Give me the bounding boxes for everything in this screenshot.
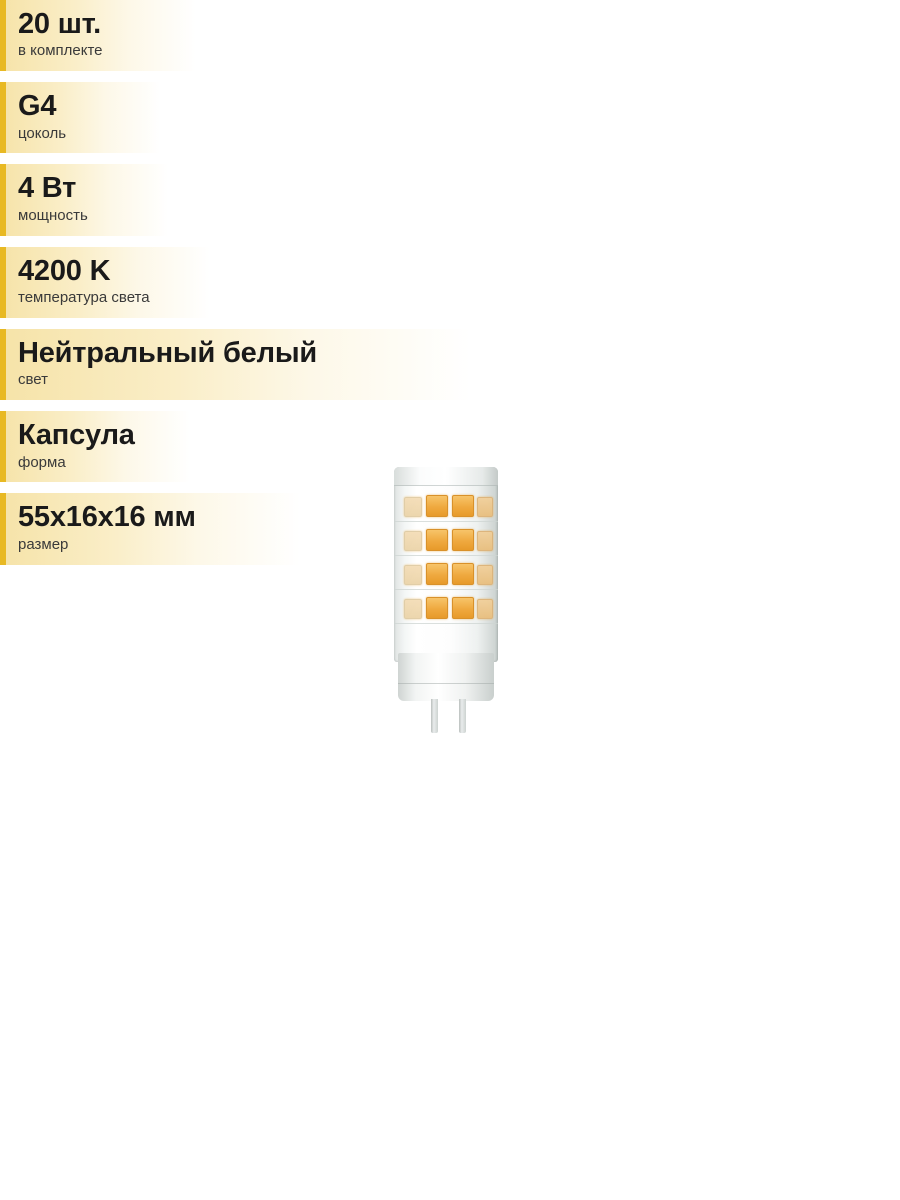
spec-value: Капсула	[18, 419, 135, 452]
spec-label: цоколь	[18, 124, 67, 142]
spec-item-size	[0, 493, 520, 564]
spec-accent-bar	[0, 411, 6, 482]
led-chip	[404, 599, 422, 619]
spec-value: Нейтральный белый	[18, 336, 318, 369]
spec-label: форма	[18, 453, 66, 471]
bulb-pin-left	[431, 699, 438, 733]
led-chip	[426, 563, 448, 585]
spec-label: мощность	[18, 206, 88, 224]
spec-label: температура света	[18, 289, 150, 307]
spec-accent-bar	[0, 82, 6, 153]
spec-value: 20 шт.	[18, 8, 101, 40]
spec-label: размер	[18, 535, 69, 553]
product-image-led-bulb	[376, 455, 526, 745]
spec-item-socket	[0, 82, 520, 153]
spec-item-color-temperature	[0, 247, 520, 318]
spec-accent-bar	[0, 329, 6, 400]
spec-accent-bar	[0, 0, 6, 71]
spec-label: свет	[18, 371, 49, 389]
spec-item-light-color	[0, 329, 520, 400]
spec-accent-bar	[0, 164, 6, 235]
spec-value: 55x16x16 мм	[18, 501, 196, 534]
spec-item-power	[0, 164, 520, 235]
led-chip	[452, 563, 474, 585]
spec-accent-bar	[0, 247, 6, 318]
capsule-seam	[394, 623, 498, 624]
led-chip	[477, 565, 493, 585]
spec-value: G4	[18, 90, 57, 123]
led-chip	[404, 565, 422, 585]
capsule-seam	[394, 589, 498, 590]
led-chip	[452, 597, 474, 619]
spec-label: в комплекте	[18, 42, 103, 60]
spec-item-quantity	[0, 0, 520, 71]
led-chip	[477, 599, 493, 619]
spec-value: 4200 K	[18, 254, 111, 287]
spec-value: 4 Вт	[18, 172, 77, 205]
led-chip	[426, 597, 448, 619]
bulb-pin-right	[459, 699, 466, 733]
spec-accent-bar	[0, 493, 6, 564]
capsule-seam	[394, 555, 498, 556]
bulb-base	[398, 653, 494, 701]
spec-item-shape	[0, 411, 520, 482]
